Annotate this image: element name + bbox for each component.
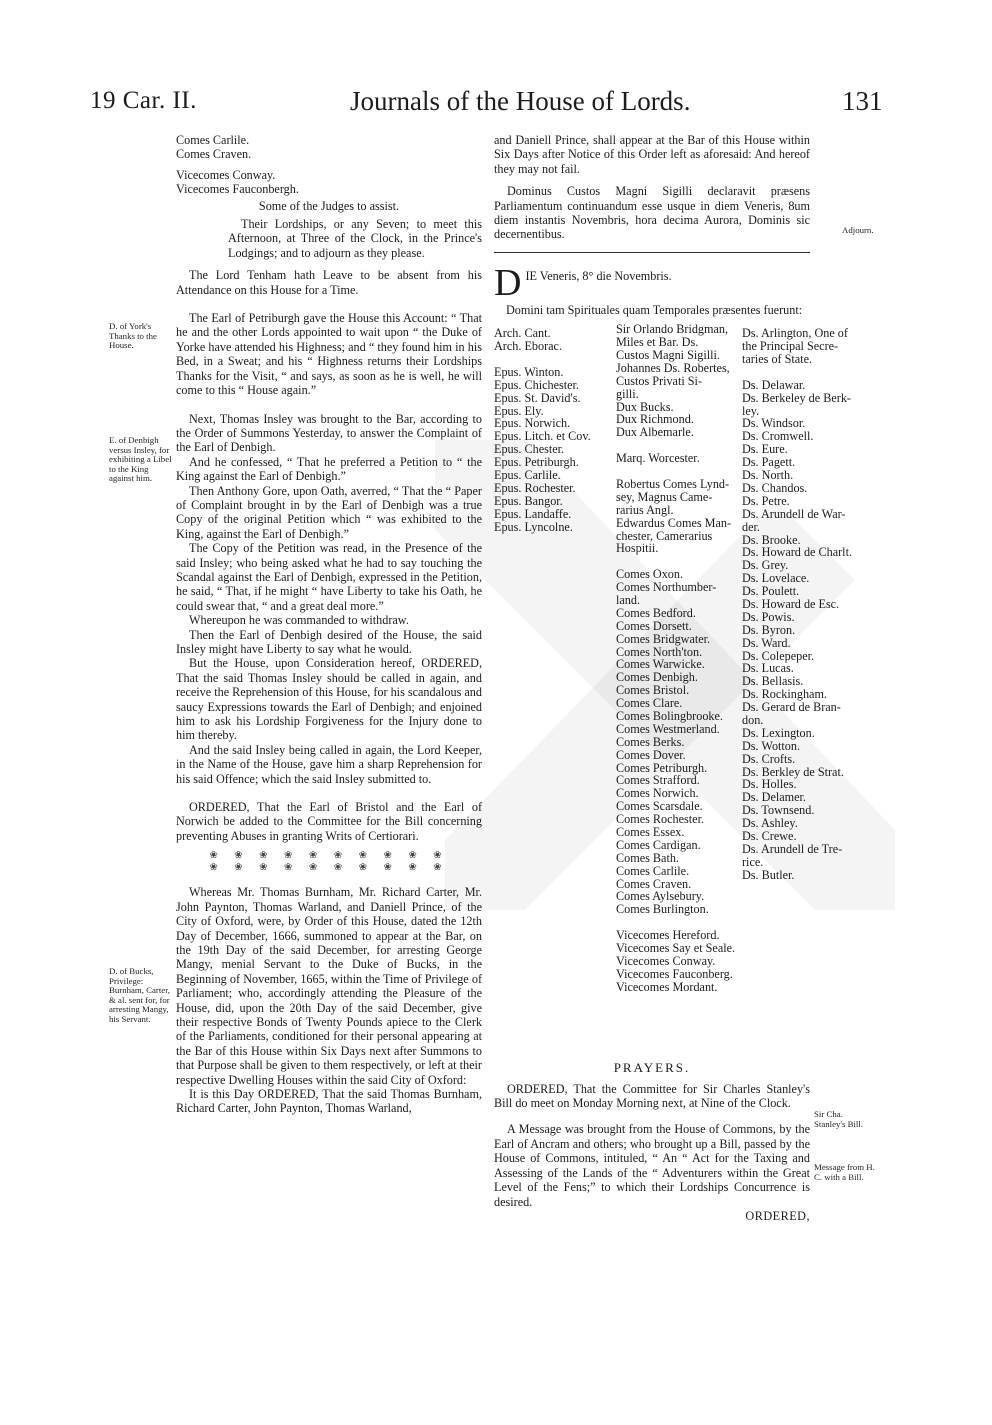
list-item: Epus. Bangor.: [494, 493, 563, 508]
list-item: Epus. Ely.: [494, 403, 544, 418]
list-item: Comes Berks.: [616, 734, 685, 749]
list-item: land.: [616, 592, 641, 607]
list-item: Arch. Eborac.: [494, 339, 563, 354]
list-item: Ds. Crofts.: [742, 751, 796, 766]
list-item: Epus. Petriburgh.: [494, 455, 579, 470]
list-item: Epus. Chester.: [494, 442, 565, 457]
list-item: Custos Magni Sigilli.: [616, 348, 720, 363]
list-item: Robertus Comes Lynd-: [616, 476, 730, 491]
list-item: Sir Orlando Bridgman,: [616, 322, 729, 337]
list-item: Ds. Ward.: [742, 635, 791, 650]
list-item: taries of State.: [742, 352, 813, 367]
lords-list-right: [742, 327, 868, 881]
list-item: Ds. Rockingham.: [742, 687, 827, 702]
left-column: [176, 133, 482, 1116]
list-item: Ds. Colepeper.: [742, 648, 815, 663]
list-item: Comes Rochester.: [616, 812, 705, 827]
list-item: Ds. North.: [742, 468, 794, 483]
certiorari-paragraph: ORDERED, That the Earl of Bristol and the Earl of Norwich be added to the Committee for the Bill concerning preventing Abuses in granting Writs of Certiorari.: [176, 800, 482, 843]
list-item: Ds. Butler.: [742, 867, 795, 882]
list-item: gilli.: [616, 386, 639, 401]
message-paragraph: A Message was brought from the House of Commons, by the Earl of Ancram and others; who brought up a Bill, passed by the House of Commons, intituled, “ An “ Act for the Taxing and Assessing of the Lands of the “ Adventurers within the Great Level of the Fens;” to which their Lordships Concurrence is desired.: [494, 1122, 810, 1209]
list-item: Ds. Gerard de Bran-: [742, 700, 841, 715]
list-item: Ds. Petre.: [742, 493, 790, 508]
session-date-text: IE Veneris, 8° die Novembris.: [525, 268, 672, 283]
insley-paragraph: Next, Thomas Insley was brought to the Bar, according to the Order of Summons Yesterday, to answer the Complaint of the Earl of Denbigh.: [176, 411, 482, 455]
list-item: Comes Westmerland.: [616, 721, 720, 736]
lords-list-middle: [616, 323, 744, 993]
list-item: Ds. Delamer.: [742, 790, 806, 805]
list-item: Comes Denbigh.: [616, 670, 698, 685]
list-item: Epus. Rochester.: [494, 480, 576, 495]
list-item: Ds. Crewe.: [742, 828, 797, 843]
list-item: Ds. Eure.: [742, 442, 788, 457]
list-item: Comes Strafford.: [616, 773, 700, 788]
list-item: Dux Bucks.: [616, 399, 674, 414]
list-item: don.: [742, 712, 764, 727]
list-item: [616, 465, 744, 478]
list-item: rarius Angl.: [616, 502, 674, 517]
list-item: Ds. Howard de Charlt.: [742, 545, 853, 560]
list-item: Comes Northumber-: [616, 580, 717, 595]
insley-paragraph: Then the Earl of Denbigh desired of the House, the said Insley might have Liberty to say what he would.: [176, 627, 482, 656]
list-item: Comes Craven.: [176, 147, 252, 162]
list-item: Ds. Arundell de Tre-: [742, 841, 843, 856]
attendance-columns: [494, 322, 853, 1047]
list-item: Ds. Grey.: [742, 558, 789, 573]
list-item: Comes Cardigan.: [616, 837, 701, 852]
list-item: Comes Oxon.: [616, 567, 684, 582]
prayers-heading: PRAYERS.: [613, 1060, 691, 1076]
session-date: [494, 265, 810, 299]
list-item: Dux Richmond.: [616, 412, 694, 427]
list-item: Epus. Litch. et Cov.: [494, 429, 591, 444]
margin-note-york: D. of York's Thanks to the House.: [109, 321, 157, 351]
margin-note-denbigh: E. of Denbigh versus Insley, for exhibiting a Libel to the King against him.: [109, 435, 172, 484]
bucks-paragraph: Whereas Mr. Thomas Burnham, Mr. Richard Carter, Mr. John Paynton, Thomas Warland, and Daniell Prince, of the City of Oxford, were, by Order of this House, dated the 12th Day of December, 1666, summoned to appear at the Bar, on the 19th Day of the said December, for arresting George Mangy, menial Servant to the Duke of Bucks, in the Beginning of November, 1665, within the Time of Privilege of Parliament; who, accordingly attending the Pleasure of the House, did, upon the 20th Day of the said December, give their respective Bonds of Twenty Pounds apiece to the Clerk of the Parliaments, conditioned for their personal appearing at the Bar of this House within Six Days next after Summons to that Purpose shall be given to them respectively, or left at their respective Dwelling Houses within the said City of Oxford:: [176, 885, 482, 1087]
list-item: Comes Carlile.: [616, 863, 690, 878]
list-item: Ds. Arlington, One of: [742, 326, 848, 341]
insley-paragraph: Whereupon he was commanded to withdraw.: [189, 613, 409, 628]
drop-cap: D: [494, 264, 522, 299]
list-item: Comes North'ton.: [616, 644, 703, 659]
catchword: ORDERED,: [745, 1208, 810, 1223]
list-item: Epus. Norwich.: [494, 416, 571, 431]
list-item: Hospitii.: [616, 541, 659, 556]
list-item: Vicecomes Conway.: [176, 167, 276, 182]
list-item: Ds. Pagett.: [742, 455, 796, 470]
list-item: Epus. Landaffe.: [494, 506, 572, 521]
list-item: Ds. Arundell de War-: [742, 506, 846, 521]
list-item: Ds. Powis.: [742, 609, 795, 624]
list-item: Vicecomes Fauconbergh.: [176, 182, 299, 197]
section-rule: [494, 252, 810, 253]
list-item: Ds. Cromwell.: [742, 429, 814, 444]
list-item: ley.: [742, 403, 760, 418]
list-item: Ds. Holles.: [742, 777, 797, 792]
list-item: Ds. Delawar.: [742, 377, 806, 392]
insley-paragraph: But the House, upon Consideration hereof, ORDERED, That the said Thomas Insley should be called in again, and receive the Reprehension of this House, for his scandalous and saucy Expressions towards the Earl of Denbigh; and enjoined him to ask his Lordship Forgiveness for the Injury done to him thereby.: [176, 656, 482, 743]
ornament-divider: ❀ ❀ ❀ ❀ ❀ ❀ ❀ ❀ ❀ ❀: [209, 862, 449, 874]
list-item: Comes Norwich.: [616, 786, 699, 801]
insley-paragraph: And the said Insley being called in again, the Lord Keeper, in the Name of the House, gave him a sharp Reprehension for his said Offence; which the said Insley submitted to.: [176, 742, 482, 786]
list-item: Dux Albemarle.: [616, 425, 694, 440]
insley-paragraph: And he confessed, “ That he preferred a Petition to “ the King against the Earl of Denbigh.”: [176, 454, 482, 484]
list-item: Epus. Lyncolne.: [494, 519, 573, 534]
list-item: der.: [742, 519, 760, 534]
list-item: Comes Bolingbrooke.: [616, 708, 723, 723]
list-item: Epus. Chichester.: [494, 377, 579, 392]
header-regnal-year: 19 Car. II.: [90, 87, 197, 114]
list-item: Vicecomes Say et Seale.: [616, 941, 736, 955]
list-item: Miles et Bar. Ds.: [616, 335, 699, 350]
list-item: Comes Craven.: [616, 876, 692, 891]
list-item: Ds. Lucas.: [742, 661, 794, 676]
list-item: Custos Privati Si-: [616, 373, 703, 388]
list-item: [742, 366, 868, 379]
margin-note-message: Message from H. C. with a Bill.: [814, 1162, 875, 1182]
list-item: Ds. Townsend.: [742, 803, 815, 818]
list-item: Comes Dorsett.: [616, 618, 692, 633]
clergy-list: [494, 327, 612, 533]
list-item: Comes Clare.: [616, 696, 683, 711]
list-item: sey, Magnus Came-: [616, 489, 713, 504]
attendance-list: [176, 133, 482, 197]
list-item: Epus. Winton.: [494, 364, 564, 379]
margin-note-bucks: D. of Bucks, Privilege: Burnham, Carter, & al. sent for, for arresting Mangy, his Servant.: [109, 966, 170, 1024]
list-item: Ds. Chandos.: [742, 480, 808, 495]
header-title: Journals of the House of Lords.: [350, 86, 691, 116]
list-item: Epus. St. David's.: [494, 390, 581, 405]
list-item: Ds. Lexington.: [742, 725, 815, 740]
adjourn-paragraph: Dominus Custos Magni Sigilli declaravit præsens Parliamentum continuandum esse usque in diem Veneris, 8um diem instantis Novembris, hora decima Aurora, Dominis sic decernentibus.: [494, 184, 810, 242]
list-item: Comes Essex.: [616, 824, 685, 839]
insley-paragraph: Then Anthony Gore, upon Oath, averred, “ That the “ Paper of Complaint brought in by the Earl of Denbigh was a true Copy of the original Petition which “ was exhibited to the King, against the Earl of Denbigh.”: [176, 483, 482, 541]
list-item: Comes Dover.: [616, 747, 686, 762]
tenham-paragraph: The Lord Tenham hath Leave to be absent from his Attendance on this House for a Time.: [176, 268, 482, 297]
insley-paragraph: The Copy of the Petition was read, in the Presence of the said Insley; who being asked what he had to say touching the Scandal against the Earl of Denbigh, expressed in the Petition, he said, “ That, if he might “ have Liberty to take his Oath, he could swear that, “ and a great deal more.”: [176, 541, 482, 613]
list-item: [494, 353, 612, 366]
list-item: Comes Aylsebury.: [616, 889, 705, 904]
list-item: Ds. Howard de Esc.: [742, 596, 840, 611]
list-item: Comes Carlile.: [176, 133, 250, 147]
list-item: Ds. Ashley.: [742, 816, 798, 831]
list-item: Vicecomes Mordant.: [616, 979, 718, 994]
list-item: rice.: [742, 854, 764, 869]
list-item: Vicecomes Hereford.: [616, 928, 720, 943]
list-item: Arch. Cant.: [494, 326, 551, 341]
stanley-paragraph: ORDERED, That the Committee for Sir Charles Stanley's Bill do meet on Monday Morning next, at Nine of the Clock.: [494, 1081, 810, 1111]
ornament-divider: ❀ ❀ ❀ ❀ ❀ ❀ ❀ ❀ ❀ ❀: [209, 850, 449, 862]
list-item: Vicecomes Conway.: [616, 953, 716, 968]
meeting-paragraph: Their Lordships, or any Seven; to meet this Afternoon, at Three of the Clock, in the Prince's Lodgings; and to adjourn as they please.: [228, 217, 482, 260]
list-item: Ds. Bellasis.: [742, 674, 804, 689]
list-item: Ds. Brooke.: [742, 532, 801, 547]
continuation-paragraph: and Daniell Prince, shall appear at the Bar of this House within Six Days after Notice of this Order left as aforesaid: And hereof they may not fail.: [494, 133, 810, 176]
list-item: the Principal Secre-: [742, 339, 839, 354]
list-item: Epus. Carlile.: [494, 468, 561, 483]
list-item: Edwardus Comes Man-: [616, 515, 732, 530]
list-item: Comes Scarsdale.: [616, 799, 703, 814]
present-line: Domini tam Spirituales quam Temporales præsentes fuerunt:: [506, 302, 803, 317]
list-item: Ds. Windsor.: [742, 416, 806, 431]
list-item: Vicecomes Fauconberg.: [616, 966, 733, 981]
list-item: Ds. Lovelace.: [742, 571, 810, 586]
page-number: 131: [842, 86, 883, 116]
list-item: chester, Camerarius: [616, 528, 713, 543]
judges-line: Some of the Judges to assist.: [258, 198, 400, 213]
list-item: Ds. Byron.: [742, 622, 796, 637]
list-item: Comes Bath.: [616, 850, 679, 865]
york-paragraph: The Earl of Petriburgh gave the House this Account: “ That he and the other Lords appointed to wait upon “ the Duke of Yorke have attended his Highness; and “ they found him in his Bed, in a Sweat; and his “ Highness returns their Lordships Thanks for the Visit, “ and says, as soon as he is well, he will come to this “ House again.”: [176, 311, 482, 398]
list-item: Ds. Berkeley de Berk-: [742, 390, 851, 405]
list-item: Ds. Poulett.: [742, 584, 800, 599]
list-item: Comes Bridgwater.: [616, 631, 711, 646]
margin-note-stanley: Sir Cha. Stanley's Bill.: [814, 1109, 863, 1129]
list-item: Comes Petriburgh.: [616, 760, 708, 775]
list-item: Johannes Ds. Robertes,: [616, 360, 730, 375]
bucks-order-paragraph: It is this Day ORDERED, That the said Thomas Burnham, Richard Carter, John Paynton, Thomas Warland,: [176, 1086, 482, 1116]
list-item: Comes Warwicke.: [616, 657, 705, 672]
list-item: Comes Bristol.: [616, 683, 690, 698]
list-item: Ds. Berkley de Strat.: [742, 764, 844, 779]
list-item: Comes Burlington.: [616, 902, 709, 917]
list-item: Comes Bedford.: [616, 605, 696, 620]
list-item: Ds. Wotton.: [742, 738, 801, 753]
list-item: Marq. Worcester.: [616, 451, 700, 466]
margin-note-adjourn: Adjourn.: [842, 225, 874, 235]
